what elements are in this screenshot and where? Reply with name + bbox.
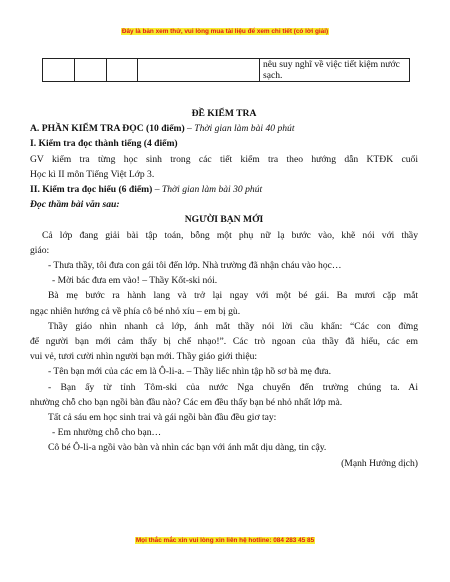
preview-notice-text: Đây là bản xem thử, vui lòng mua tài liệu để xem chi tiết (có lời giải) <box>121 28 329 35</box>
part1-heading: I. Kiểm tra đọc thành tiếng (4 điểm) <box>30 138 178 150</box>
story-line: giáo: <box>30 244 50 256</box>
hotline-text: Mọi thắc mắc xin vui lòng xin liên hệ hotline: 084 283 45 85 <box>135 537 315 544</box>
table-cell-empty <box>75 59 107 82</box>
table-cell-empty <box>43 59 75 82</box>
story-line: - Thưa thầy, tôi đưa con gái tôi đến lớp. Nhà trường đã nhận cháu vào học… <box>48 260 342 272</box>
section-a-title: A. PHẦN KIỂM TRA ĐỌC (10 điểm) <box>30 123 185 135</box>
story-line: Cô bé Ô-li-a ngồi vào bàn và nhìn các bạn với ánh mắt dịu dàng, tin cậy. <box>48 442 327 454</box>
part1-text-line: Học kì II môn Tiếng Việt Lớp 3. <box>30 168 155 180</box>
part2-time: – Thời gian làm bài 30 phút <box>152 184 263 196</box>
story-line: - Mời bác đưa em vào! – Thầy Kốt-ski nói. <box>52 275 218 287</box>
rubric-table-fragment <box>42 58 410 82</box>
story-line: nhường chỗ cho bạn ngồi bàn đầu nào? Các em đều thấy bạn bé nhỏ nhất lớp mà. <box>30 396 343 408</box>
part2-heading <box>30 182 418 197</box>
story-title: NGƯỜI BẠN MỚI <box>184 214 264 226</box>
story-line: - Em nhường chỗ cho bạn… <box>52 427 162 439</box>
section-a-time: – Thời gian làm bài 40 phút <box>184 123 295 135</box>
story-line: Bà mẹ bước ra hành lang và trở lại ngay với một bé gái. Ba mươi cặp mắt <box>48 290 418 302</box>
table-cell-empty <box>107 59 138 82</box>
story-line: Thầy giáo nhìn nhanh cả lớp, ánh mắt thầy nói lời cầu khẩn: “Các con đừng <box>48 320 418 332</box>
table-cell-empty <box>138 59 260 82</box>
story-line: Tất cả sáu em học sinh trai và gái ngồi bàn đầu đều giơ tay: <box>48 412 277 424</box>
story-line: để người bạn mới cảm thấy bị chế nhạo!”. Các trò ngoan của thầy đã hiểu, các em <box>30 336 418 348</box>
story-line: Cả lớp đang giải bài tập toán, bỗng một phụ nữ lạ bước vào, khẽ nói với thầy <box>42 229 418 241</box>
preview-notice-banner <box>0 28 450 35</box>
document-body <box>30 95 418 471</box>
story-attribution: (Mạnh Hưởng dịch) <box>341 457 418 469</box>
story-line: ngạc nhiên hướng cả về phía cô bé nhỏ xíu – em bị gù. <box>30 305 241 317</box>
story-line: - Tên bạn mới của các em là Ô-li-a. – Thầy liếc nhìn tập hồ sơ bà mẹ đưa. <box>48 366 331 378</box>
reading-instruction: Đọc thầm bài văn sau: <box>30 199 120 211</box>
section-a-heading <box>30 121 418 136</box>
hotline-banner <box>0 537 450 544</box>
part2-title: II. Kiểm tra đọc hiểu (6 điểm) <box>30 184 153 196</box>
exam-title: ĐỀ KIỂM TRA <box>191 108 257 119</box>
table-cell-text: nêu suy nghĩ về việc tiết kiệm nước sạch. <box>260 59 410 82</box>
story-line: vui vẻ, tươi cười nhìn người bạn mới. Thầy giáo giới thiệu: <box>30 351 258 363</box>
part1-text-line: GV kiểm tra từng học sinh trong các tiết kiểm tra theo hướng dẫn KTĐK cuối <box>30 153 418 165</box>
table-row <box>43 59 410 82</box>
story-line: - Bạn ấy từ tỉnh Tôm-ski của nước Nga chuyển đến trường chúng ta. Ai <box>48 381 418 393</box>
